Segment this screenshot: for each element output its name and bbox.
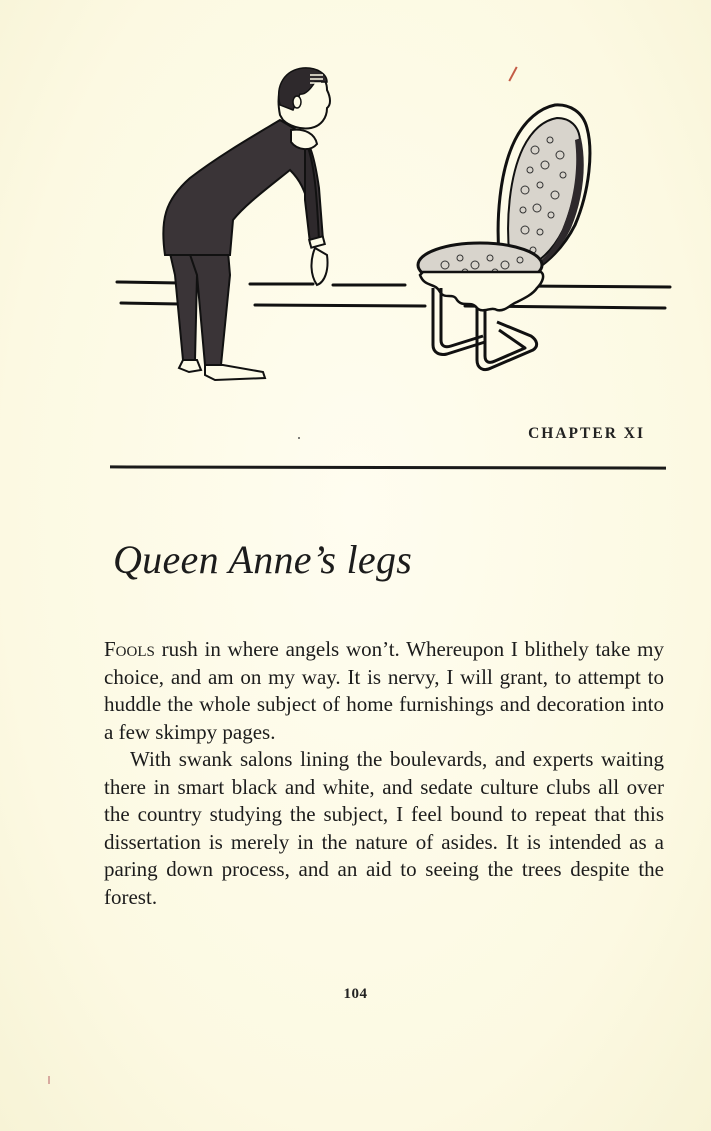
- stray-dot: [298, 437, 300, 439]
- paragraph-lead: Fools: [104, 637, 155, 661]
- ornate-chair: [418, 105, 590, 370]
- paragraph-text: With swank salons lining the boulevards, and experts waiting there in smart black and white, and sedate culture clubs all over the country studying the subject, I feel bound to repeat that this dissertation is merely in the nature of asides. It is intended as a paring down process, and an aid to seeing the trees despite the forest.: [104, 747, 664, 909]
- chapter-illustration: [105, 60, 675, 390]
- smudge-mark: [48, 1076, 50, 1084]
- chapter-label: CHAPTER XI: [528, 425, 645, 442]
- body-text: [104, 636, 664, 911]
- paragraph-1: [104, 636, 664, 746]
- page-number: 104: [343, 986, 368, 1002]
- paragraph-text: rush in where angels won’t. Whereupon I blithely take my choice, and am on my way. It is nervy, I will grant, to attempt to huddle the whole subject of home furnishings and decoration into a few skimpy pages.: [104, 637, 664, 744]
- chapter-rule: [110, 465, 666, 469]
- chapter-title: Queen Anne’s legs: [113, 537, 413, 582]
- paragraph-2: [104, 746, 664, 911]
- bending-man: [163, 68, 330, 380]
